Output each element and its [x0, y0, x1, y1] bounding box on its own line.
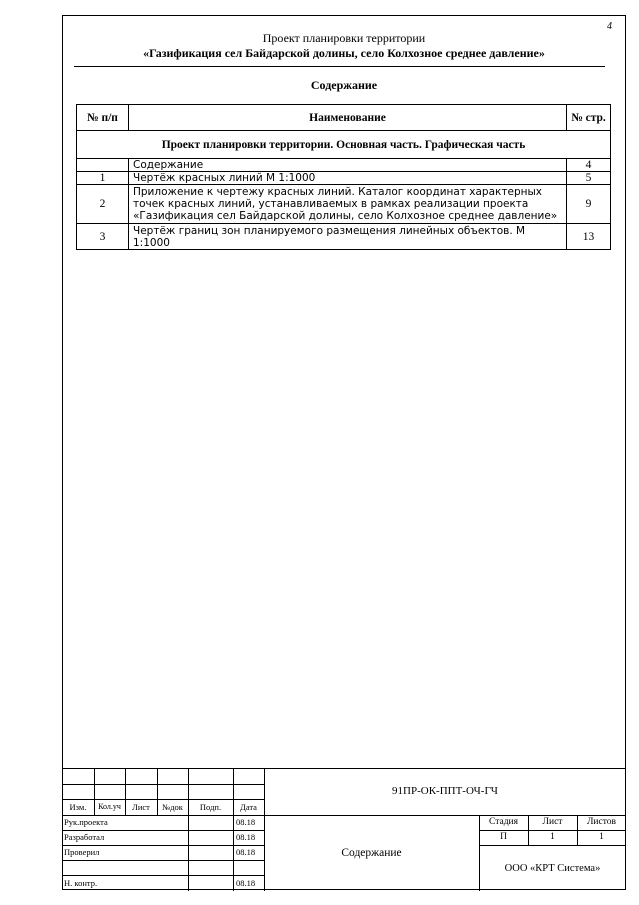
stamp-col-podp: Подп.: [199, 802, 222, 812]
row-number: 1: [77, 172, 129, 185]
stage-value: П: [500, 832, 507, 842]
row-number: [77, 159, 129, 172]
page-number: 4: [607, 21, 612, 32]
stamp-role: Н. контр.: [64, 878, 98, 888]
sheets-label: Листов: [586, 817, 616, 827]
sheets-value: 1: [599, 832, 604, 842]
toc-table: [76, 104, 611, 250]
stamp-col-date: Дата: [240, 802, 257, 812]
row-page: 9: [567, 185, 611, 224]
col-header-name: Наименование: [129, 105, 567, 131]
toc-heading: Содержание: [310, 78, 378, 92]
row-page: 5: [567, 172, 611, 185]
col-header-number: № п/п: [77, 105, 129, 131]
row-number: 2: [77, 185, 129, 224]
title-block: [62, 768, 626, 890]
table-row: [77, 185, 611, 224]
row-name: Содержание: [129, 159, 567, 172]
row-page: 4: [567, 159, 611, 172]
row-name: Чертёж красных линий М 1:1000: [129, 172, 567, 185]
stamp-date: 08.18: [236, 832, 256, 842]
stamp-col-list: Лист: [132, 802, 150, 812]
header-divider: [74, 66, 605, 67]
stamp-date: 08.18: [236, 878, 256, 888]
sheet-value: 1: [550, 832, 555, 842]
stamp-date: 08.18: [236, 817, 256, 827]
table-row: [77, 224, 611, 250]
toc-section-row: [77, 131, 611, 159]
sheet-name: Содержание: [341, 847, 402, 859]
stamp-date: 08.18: [236, 847, 256, 857]
organization-name: ООО «КРТ Система»: [504, 863, 601, 874]
project-title-line1: Проект планировки территории: [262, 31, 426, 45]
stamp-role: Проверил: [64, 847, 100, 857]
table-row: [77, 172, 611, 185]
row-page: 13: [567, 224, 611, 250]
sheet-label: Лист: [542, 817, 563, 827]
stamp-col-ndok: №док: [162, 802, 183, 812]
project-title: [62, 31, 626, 61]
row-number: 3: [77, 224, 129, 250]
col-header-page: № стр.: [567, 105, 611, 131]
stamp-role: Рук.проекта: [64, 817, 108, 827]
toc-header-row: [77, 105, 611, 131]
table-row: [77, 159, 611, 172]
document-code: 91ПР-ОК-ППТ-ОЧ-ГЧ: [392, 785, 498, 797]
project-title-line2: «Газификация сел Байдарской долины, село Колхозное среднее давление»: [143, 46, 545, 60]
stamp-col-izm: Изм.: [69, 802, 87, 812]
stamp-col-kolvo: Кол.уч: [98, 802, 121, 811]
toc-section-title: Проект планировки территории. Основная часть. Графическая часть: [77, 131, 611, 159]
stamp-role: Разработал: [64, 832, 105, 842]
row-name: Приложение к чертежу красных линий. Каталог координат характерных точек красных линий, устанавливаемых в рамках реализации проекта «Газификация сел Байдарской долины, село Колхозное среднее давление»: [129, 185, 567, 224]
stage-label: Стадия: [489, 817, 518, 827]
row-name: Чертёж границ зон планируемого размещения линейных объектов. М 1:1000: [129, 224, 567, 250]
